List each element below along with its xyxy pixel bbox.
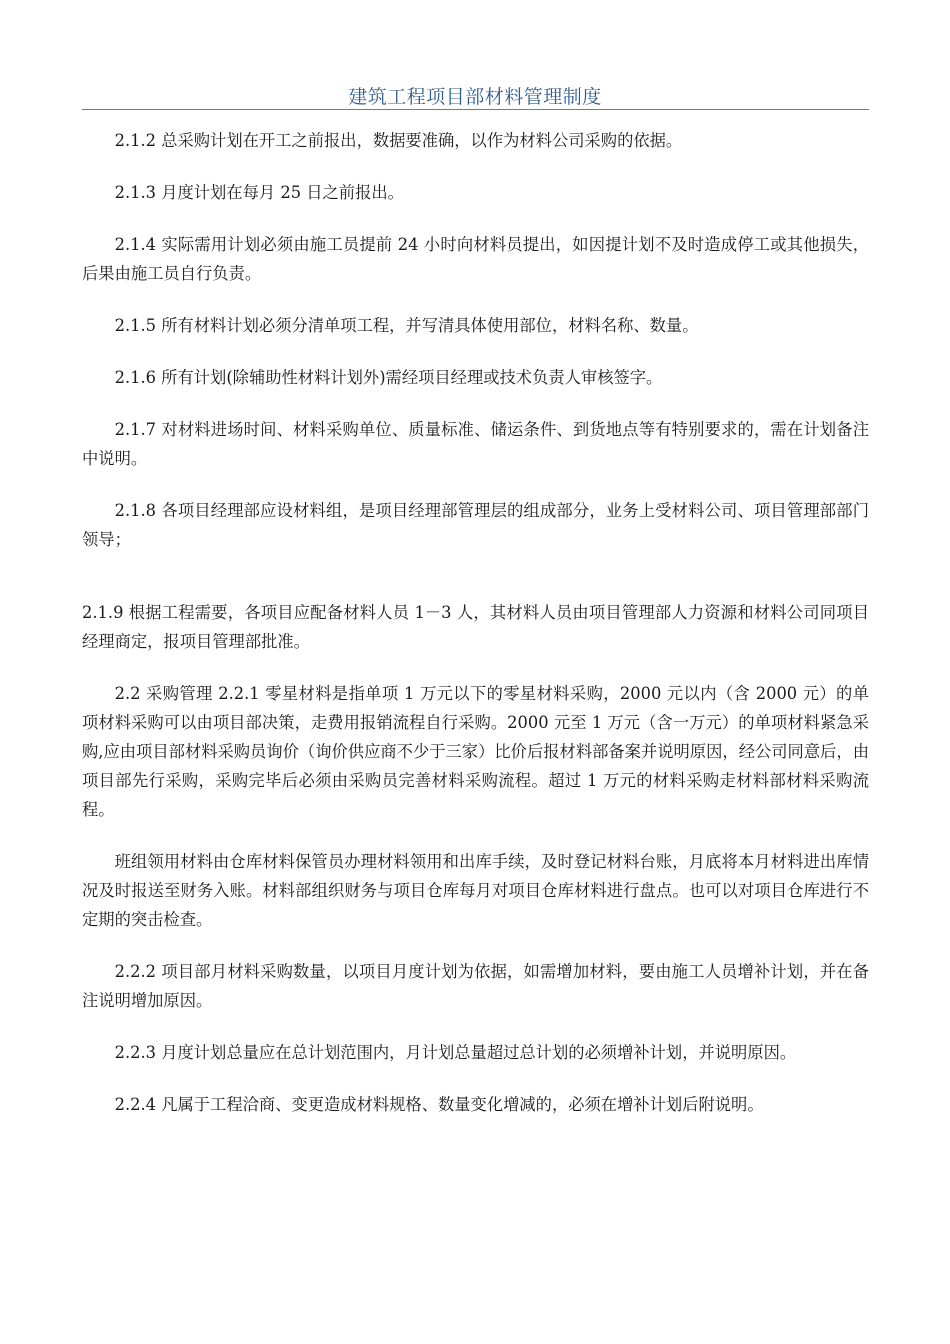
paragraph-2-2-3: 2.2.3 月度计划总量应在总计划范围内，月计划总量超过总计划的必须增补计划，并说明原因。 xyxy=(114,1043,797,1062)
paragraph-material-issue: 班组领用材料由仓库材料保管员办理材料领用和出库手续，及时登记材料台账，月底将本月材料进出库情况及时报送至财务入账。材料部组织财务与项目仓库每月对项目仓库材料进行盘点。也可以对项目仓库进行不定期的突击检查。 xyxy=(82,852,869,929)
paragraph-2-2-2: 2.2.2 项目部月材料采购数量，以项目月度计划为依据，如需增加材料，要由施工人员增补计划，并在备注说明增加原因。 xyxy=(82,962,869,1010)
paragraph-2-2-4: 2.2.4 凡属于工程洽商、变更造成材料规格、数量变化增减的，必须在增补计划后附说明。 xyxy=(114,1095,764,1114)
paragraph-2-1-2: 2.1.2 总采购计划在开工之前报出，数据要准确，以作为材料公司采购的依据。 xyxy=(114,131,683,150)
paragraph-2-1-3: 2.1.3 月度计划在每月 25 日之前报出。 xyxy=(114,183,404,202)
paragraph-2-1-6: 2.1.6 所有计划(除辅助性材料计划外)需经项目经理或技术负责人审核签字。 xyxy=(114,368,663,387)
paragraph-2-1-8: 2.1.8 各项目经理部应设材料组，是项目经理部管理层的组成部分，业务上受材料公司、项目管理部部门领导； xyxy=(82,501,869,549)
paragraph-2-1-7: 2.1.7 对材料进场时间、材料采购单位、质量标准、储运条件、到货地点等有特别要求的，需在计划备注中说明。 xyxy=(82,420,869,468)
paragraph-2-1-4: 2.1.4 实际需用计划必须由施工员提前 24 小时向材料员提出，如因提计划不及时造成停工或其他损失，后果由施工员自行负责。 xyxy=(82,235,869,283)
document-body xyxy=(82,126,869,1142)
paragraph-2-1-5: 2.1.5 所有材料计划必须分清单项工程，并写清具体使用部位，材料名称、数量。 xyxy=(114,316,699,335)
paragraph-2-1-9: 2.1.9 根据工程需要，各项目应配备材料人员 1－3 人，其材料人员由项目管理部人力资源和材料公司同项目经理商定，报项目管理部批准。 xyxy=(82,603,869,651)
paragraph-2-2: 2.2 采购管理 2.2.1 零星材料是指单项 1 万元以下的零星材料采购，2000 元以内（含 2000 元）的单项材料采购可以由项目部决策，走费用报销流程自行采购。2000 元至 1 万元（含一万元）的单项材料紧急采购,应由项目部材料采购员询价（询价供应商不少于三家）比价后报材料部备案并说明原因，经公司同意后，由项目部先行采购，采购完毕后必须由采购员完善材料采购流程。超过 1 万元的材料采购走材料部材料采购流程。 xyxy=(82,684,869,819)
page-header-title: 建筑工程项目部材料管理制度 xyxy=(348,86,602,108)
header-divider xyxy=(82,109,869,110)
